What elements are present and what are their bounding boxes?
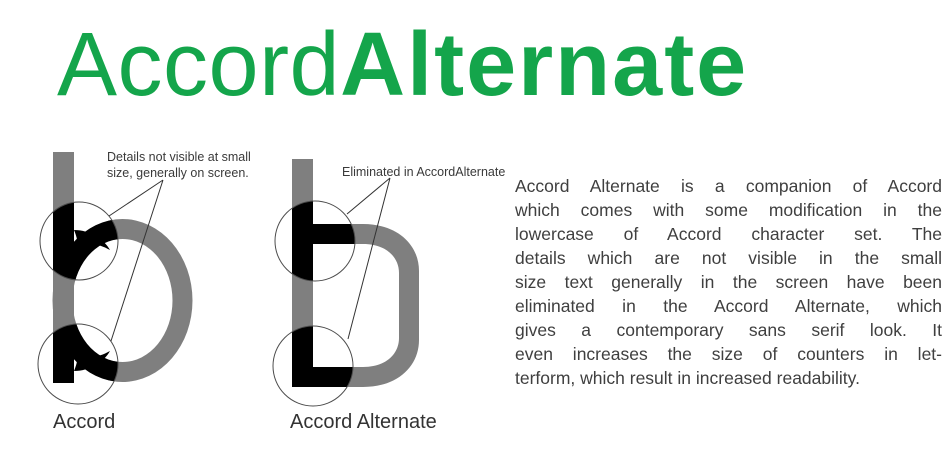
description-line: details which are not visible in the small — [515, 248, 942, 268]
title-regular: Accord — [57, 15, 341, 115]
specimen-accord — [30, 140, 260, 450]
alternate-label: Accord Alternate — [290, 411, 437, 433]
description-paragraph — [515, 174, 942, 390]
description-line: gives a contemporary sans serif look. It — [515, 320, 942, 340]
accord-label: Accord — [53, 411, 116, 433]
description-line: even increases the size of counters in let- — [515, 344, 942, 364]
description-line: lowercase of Accord character set. The — [515, 224, 942, 244]
title-bold: Alternate — [340, 15, 749, 115]
description-line: terform, which result in increased readability. — [515, 368, 860, 388]
accord-annotation-line2: size, generally on screen. — [107, 166, 249, 180]
specimen-accord-alternate-figure — [258, 140, 510, 450]
description-line: size text generally in the screen have been — [515, 272, 942, 292]
alternate-annotation: Eliminated in AccordAlternate — [342, 165, 506, 179]
accord-leader-lines — [109, 180, 163, 341]
alternate-leader-lines — [347, 178, 390, 339]
description-line: eliminated in the Accord Alternate, which — [515, 296, 942, 316]
accord-annotation-line1: Details not visible at small — [107, 150, 251, 164]
description-line: which comes with some modification in the — [515, 200, 942, 220]
page-title — [57, 15, 749, 115]
description-line: Accord Alternate is a companion of Accord — [515, 176, 942, 196]
specimen-accord-alternate — [258, 140, 510, 450]
specimen-accord-figure — [30, 140, 260, 450]
